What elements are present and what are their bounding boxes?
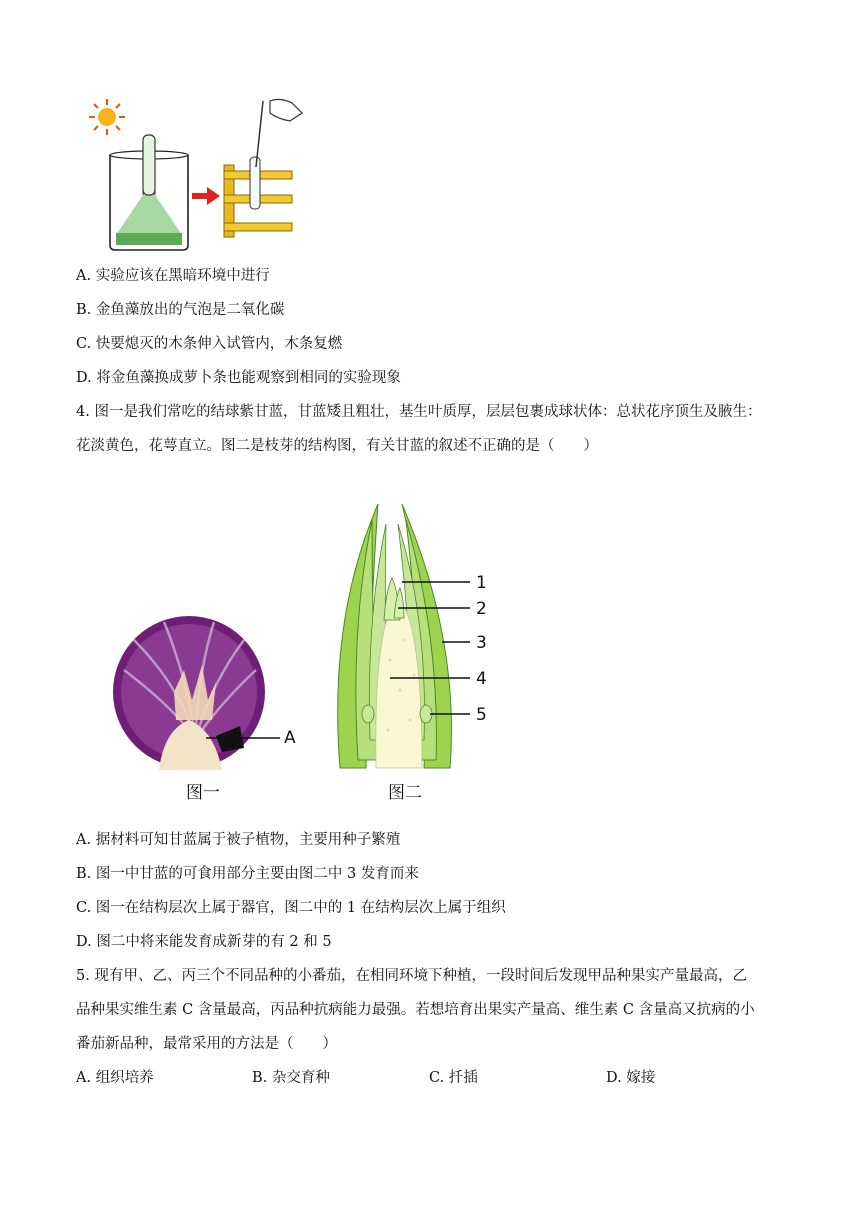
q4-option-b: B. 图一中甘蓝的可食用部分主要由图二中 3 发育而来 <box>76 866 419 882</box>
red-arrow-icon <box>192 187 220 205</box>
figure1-caption: 图一 <box>186 783 220 803</box>
test-tube-rack <box>224 99 302 237</box>
q5-option-b: B. 杂交育种 <box>252 1070 330 1086</box>
figure2-label-2: 2 <box>476 599 487 619</box>
cabbage-cross-section-figure <box>104 610 304 770</box>
q5-option-a: A. 组织培养 <box>76 1070 154 1086</box>
q5-stem-line3: 番茄新品种，最常采用的方法是（ ） <box>76 1036 337 1052</box>
figure2-label-4: 4 <box>476 669 487 689</box>
bud-structure-figure <box>330 500 510 772</box>
figure2-caption: 图二 <box>388 783 422 803</box>
beaker <box>110 135 188 250</box>
q4-stem-line1: 4. 图一是我们常吃的结球紫甘蓝，甘蓝矮且粗壮，基生叶质厚，层层包裹成球状体：总状花序顶生及腋生： <box>76 404 762 420</box>
q5-option-d: D. 嫁接 <box>606 1070 656 1086</box>
q3-option-d: D. 将金鱼藻换成萝卜条也能观察到相同的实验现象 <box>76 370 401 386</box>
figure1-label-a: A <box>284 728 296 748</box>
q3-option-b: B. 金鱼藻放出的气泡是二氧化碳 <box>76 302 285 318</box>
q4-option-d: D. 图二中将来能发育成新芽的有 2 和 5 <box>76 934 332 950</box>
q5-stem-line1: 5. 现有甲、乙、丙三个不同品种的小番茄，在相同环境下种植，一段时间后发现甲品种果实产量最高，乙 <box>76 968 747 984</box>
q3-option-a: A. 实验应该在黑暗环境中进行 <box>76 268 270 284</box>
figure2-label-5: 5 <box>476 705 487 725</box>
q3-option-c: C. 快要熄灭的木条伸入试管内，木条复燃 <box>76 336 343 352</box>
sun-icon <box>89 99 125 135</box>
q5-stem-line2: 品种果实维生素 C 含量最高，丙品种抗病能力最强。若想培育出果实产量高、维生素 C 含量高又抗病的小 <box>76 1002 755 1018</box>
photosynthesis-experiment-figure <box>80 95 320 255</box>
q5-option-c: C. 扦插 <box>429 1070 478 1086</box>
q4-option-c: C. 图一在结构层次上属于器官，图二中的 1 在结构层次上属于组织 <box>76 900 506 916</box>
q4-option-a: A. 据材料可知甘蓝属于被子植物，主要用种子繁殖 <box>76 832 401 848</box>
figure2-label-3: 3 <box>476 633 487 653</box>
figure2-label-1: 1 <box>476 573 487 593</box>
q4-stem-line2: 花淡黄色，花萼直立。图二是枝芽的结构图，有关甘蓝的叙述不正确的是（ ） <box>76 438 598 454</box>
